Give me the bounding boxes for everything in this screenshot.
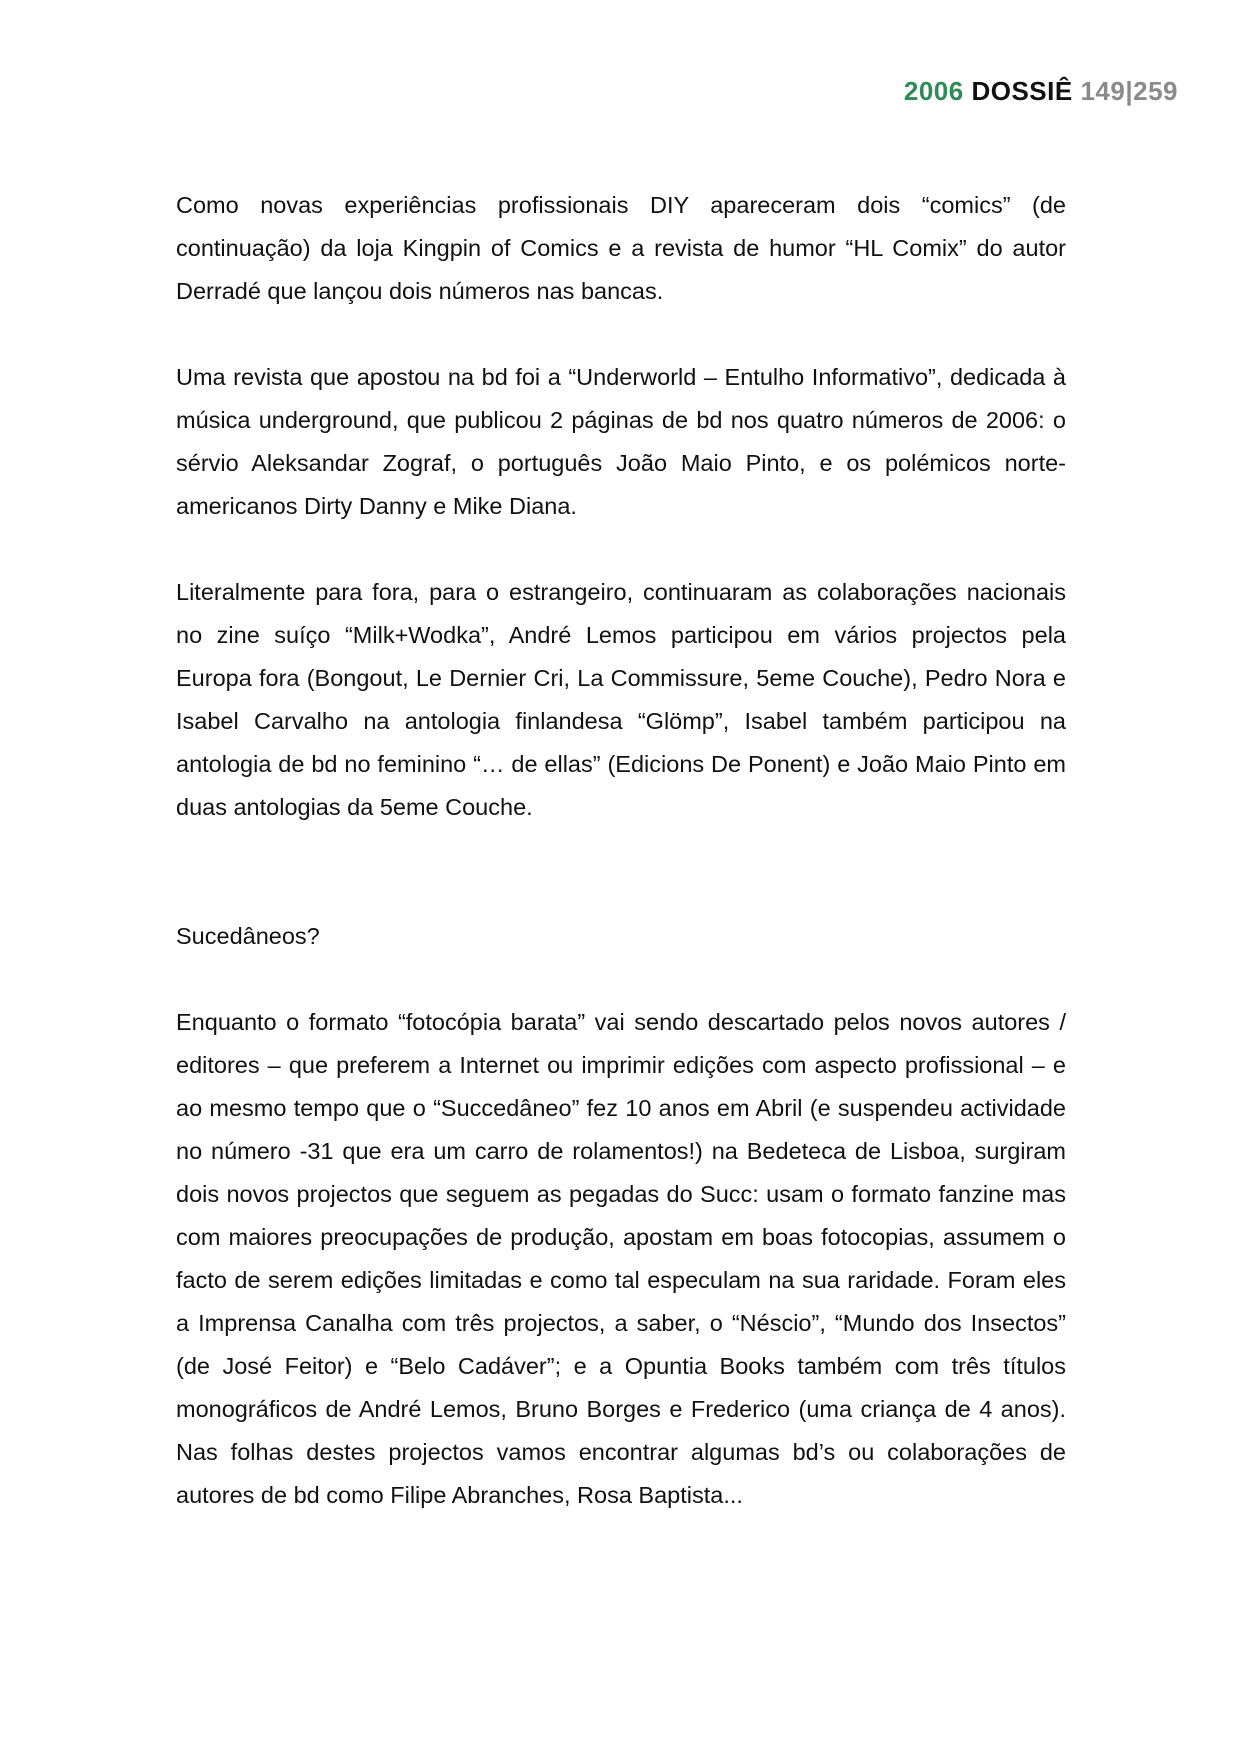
- header-page-number: 149|259: [1080, 76, 1178, 106]
- header-year: 2006: [903, 76, 964, 106]
- section-subheading: Sucedâneos?: [176, 923, 320, 949]
- header-section-title: DOSSIÊ: [971, 76, 1073, 106]
- paragraph-sucedaneos: Enquanto o formato “fotocópia barata” vai sendo descartado pelos novos autores / editores – que preferem a Internet ou imprimir edições com aspecto profissional – e ao mesmo tempo que o “Succedâneo” fez 10 anos em Abril (e suspendeu actividade no número -31 que era um carro de rolamentos!) na Bedeteca de Lisboa, surgiram dois novos projectos que seguem as pegadas do Succ: usam o formato fanzine mas com maiores preocupações de produção, apostam em boas fotocopias, assumem o facto de serem edições limitadas e como tal especulam na sua raridade. Foram eles a Imprensa Canalha com três projectos, a saber, o “Néscio”, “Mundo dos Insectos” (de José Feitor) e “Belo Cadáver”; e a Opuntia Books também com três títulos monográficos de André Lemos, Bruno Borges e Frederico (uma criança de 4 anos). Nas folhas destes projectos vamos encontrar algumas bd’s ou colaborações de autores de bd como Filipe Abranches, Rosa Baptista...: [176, 1009, 1066, 1508]
- article-body: [176, 184, 1066, 1517]
- running-header: [904, 76, 1178, 107]
- paragraph-underworld: Uma revista que apostou na bd foi a “Underworld – Entulho Informativo”, dedicada à música underground, que publicou 2 páginas de bd nos quatro números de 2006: o sérvio Aleksandar Zograf, o português João Maio Pinto, e os polémicos norte-americanos Dirty Danny e Mike Diana.: [176, 364, 1066, 519]
- paragraph-diy-comics: Como novas experiências profissionais DIY apareceram dois “comics” (de continuação) da loja Kingpin of Comics e a revista de humor “HL Comix” do autor Derradé que lançou dois números nas bancas.: [176, 192, 1066, 304]
- paragraph-international: Literalmente para fora, para o estrangeiro, continuaram as colaborações nacionais no zine suíço “Milk+Wodka”, André Lemos participou em vários projectos pela Europa fora (Bongout, Le Dernier Cri, La Commissure, 5eme Couche), Pedro Nora e Isabel Carvalho na antologia finlandesa “Glömp”, Isabel também participou na antologia de bd no feminino “… de ellas” (Edicions De Ponent) e João Maio Pinto em duas antologias da 5eme Couche.: [176, 579, 1066, 820]
